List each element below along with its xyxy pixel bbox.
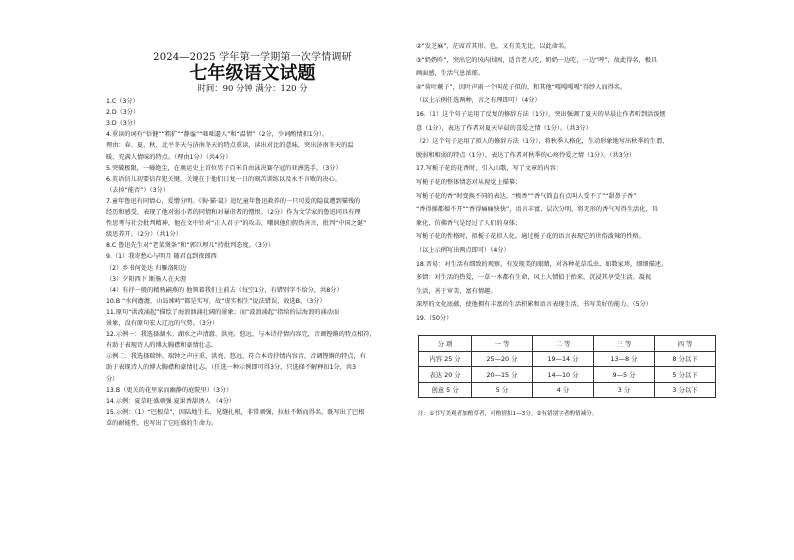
answer-line: 6.英语信儿初要信存犯关键，关键在于他们日复一日的刻苦训练以及永不言败的决心。 (106, 175, 341, 183)
table-cell: 13—8 分 (594, 351, 655, 367)
answer-line: 多情：对生活的热爱，一草一木都有生命，风土人情值于抬来，沉浸其享受生活。凝视 (416, 274, 652, 282)
table-cell: 14—10 分 (533, 367, 594, 383)
table-cell: 3 分以下 (655, 382, 716, 398)
subject-title: 七年级语文试题 (189, 63, 316, 84)
answer-line: 草的耐能性，也写出了它旺盛的生命力。 (106, 419, 218, 427)
exam-title: 2024—2025 学年第一学期第一次学情调研 (153, 52, 352, 63)
exam-meta: 时间：90 分钟 满分：120 分 (197, 83, 308, 93)
answer-line: “香得掸都掸不开”“香得痛痛快快”，语言丰富，层次分明，将无形的香气写得生活化，具 (416, 206, 658, 214)
table-cell: 创意 5 分 (419, 382, 472, 398)
answer-line: （2）乡书何处达 归雁洛阳边 (106, 264, 187, 272)
scoring-table (418, 335, 716, 398)
answer-line: ③“奶奶昨”，突出它的风内围困，适音老人吃，奶奶一边吃，一边“哼”，故此得名，极具 (416, 56, 658, 64)
answer-line: 示例二：我选择瑞钟。瑞钟之声庄重、洪亮、悠远，符合本诗抒情内容音，音调铿锵的特点，有 (106, 353, 366, 361)
answer-line: 意（1分），表达了作者对夏天早晨的喜爱之情（1分）。（共3分） (416, 124, 592, 132)
table-cell: 8 分以下 (655, 351, 716, 367)
answer-line: （以上示例任选两种，言之有理即可）（4分） (416, 97, 541, 105)
table-cell: 表达 20 分 (419, 367, 472, 383)
answer-line: 脱弱和相弱的特点（1分），表达了作者对秋季的心疼怜爱之情（1分）。（共3分） (416, 151, 636, 159)
answer-line: 写栀子花的性格时，拟栀子花拟人化，通过栀子花的语言表现它的世俗泼辣的性格。 (416, 233, 645, 241)
answer-line: 13.B（更关的花里家而幽静的庭院里）（3分） (106, 386, 233, 394)
table-cell: 19—14 分 (533, 351, 594, 367)
answer-line: 17.写栀子花的花香时，引入山歌，写了文章的内容： (416, 165, 562, 173)
table-cell: 9—5 分 (594, 367, 655, 383)
answer-line: 12.示例一：我选择湖水。湖水之声清澈、洪亮、悠远，与本诗抒情内容完，音调铿锵的特点相符， (106, 331, 376, 339)
answer-line: 深厚的文化底蕴，使他拥有丰富的生活积累和语言表现生活，书写美好的能力。（5分） (416, 301, 652, 309)
answer-line: （去掉“能否”）（3分） (106, 186, 169, 194)
answer-line: 18.晋易：对生活有细致的观察，有发现美的眼睛，对各种花草瓜虫，如数家珍，细细描述。 (416, 260, 668, 268)
answer-line: 9.（1）我寄愁心与明月 随君直到夜郎西 (106, 253, 217, 261)
answer-line: （3）夕阳西下 断肠人在天涯 (106, 275, 187, 283)
answer-line: 2.D（3分） (106, 109, 140, 117)
answer-line: ④“荷叶蕨子”，因叶声雨一个叫花子似的，和其他“嘎嘎嘎嘎”得纱人而得名。 (416, 83, 627, 91)
answer-line: 经历和感受，表现了他对弱小者的同情和对暴虐者的憎恨。（2分）作为文学家的鲁迅同具有理 (106, 209, 361, 216)
answer-line: 景象，没有原句宏大辽远的气势。（3分） (106, 320, 219, 327)
answer-line: 8.C 鲁迅先生对“老菜煲条”和“郭巨埋儿”持批判态度。（3分） (106, 242, 275, 250)
answer-line: 性思考与社会批判精神，他在文中针对“正人君子”的攻击，嘲讽他们假伪善言，批判“中国之诞” (106, 220, 367, 228)
answer-line: （2）这个句子运用了拟人的修辞方法（1分），将秋季人格化，生动形象地写出秋季的生谓、 (416, 138, 669, 146)
answer-line: 助于表现诗人的博大胸襟和豪情壮志。（任选一种示例即可得3分，只选择不解释扣1分，共3 (106, 364, 357, 372)
answer-line: （以上示例写出两点即可）（4分） (416, 247, 510, 254)
answer-line: ②“发芝麻”，茫席首其形、色，又有美无比，以此命名。 (416, 43, 571, 50)
table-row (419, 367, 716, 383)
table-cell: 4 分 (533, 382, 594, 398)
table-header-row (419, 336, 716, 352)
table-header-cell: 三 等 (594, 336, 655, 352)
answer-line: 14.示例：夏草旺盛顽强 夏果香甜诱人 （4分） (106, 397, 236, 405)
answer-line: 暖、充满人情味的特点。（理由1分）（共4分） (106, 153, 232, 161)
answer-line: 级思养开。（2分）（共1分） (106, 231, 182, 239)
table-cell: 内容 25 分 (419, 351, 472, 367)
answer-line: 10.B “水何澹澹，山岛竦峙”都是实写，故“虚实相生”说法错误，故选B。（3分） (106, 297, 326, 305)
answer-line: 5.突破极限，一骑绝尘，在奥运史上首位男子百米自由泳决赛夺冠的亚洲选手。（3分） (106, 164, 342, 172)
table-cell: 3 分 (594, 382, 655, 398)
table-header-cell: 四 等 (655, 336, 716, 352)
table-cell: 20—15 分 (472, 367, 533, 383)
answer-line: 理由：春、夏、秋、北平冬天与济南冬天的特点重读，读出对比的意味，突出济南冬天的温 (106, 142, 354, 150)
answer-line: 15.示例：（1）“巴根草”，因陆地生长，见缝扎根，非常顽强，拉扯不断而得名，既写出了巴根 (106, 408, 365, 416)
table-cell: 5 分 (472, 382, 533, 398)
answer-line: 写栀子花的香“时变换不同的表达，“极香”“香气简直有点叫人受不了”“甜鼻子香” (416, 192, 637, 200)
table-row (419, 351, 716, 367)
answer-line: （4）有抒一般的精熟嗣燕的 他领着我们上前去（每空1分，有错别字不给分，共8分） (106, 286, 343, 294)
answer-line: 写栀子花的整体情态对从视觉上描摹； (416, 179, 522, 186)
answer-line: 16.（1）这个句子运用了反复的修辞方法（1分），突出强调了夏天的早晨让作者听到活泼惬 (416, 111, 666, 118)
table-header-cell: 二 等 (533, 336, 594, 352)
table-cell: 5 分以下 (655, 367, 716, 383)
answer-line: 分） (106, 375, 119, 383)
answer-line: 19.（50分） (416, 315, 453, 322)
table-header-cell: 分 项 (419, 336, 472, 352)
answer-line: 11.原句“洪波涌起”描绘了海浪汹涌壮阔的景象；而“波浪涌起”指给的层海浪的涌动而 (106, 308, 340, 316)
answer-line: 7.童年鲁迅有同情心，爱憎分明。《狗·猫·鼠》追忆童年鲁迅救养的一只可爱的隐鼠遭到猫残的 (106, 197, 361, 205)
answer-line: 4.重读的词有“倍健”“粗犷”“静谧”“咄咄逼人”和“温情”（2分，少词酌情扣1分）。 (106, 131, 329, 139)
answer-line: 画面感，生活气息浓郁。 (416, 70, 485, 78)
answer-line: 生活，善于审美，富有情趣。 (416, 287, 497, 295)
answer-line: 3.D（3分） (106, 120, 140, 128)
table-cell: 25—20 分 (472, 351, 533, 367)
table-header-cell: 一 等 (472, 336, 533, 352)
table-note: 注：①书写美观者加酌草者，可酌情扣1—3分。②有错别字者酌情减分。 (418, 411, 598, 417)
answer-line: 1.C（3分） (106, 98, 139, 105)
answer-line: 象化，仿佛香气是经过了人们的身体； (416, 219, 522, 227)
answer-line: 有助于表现诗人的博大胸襟和豪情壮志。 (106, 342, 218, 350)
table-row (419, 382, 716, 398)
